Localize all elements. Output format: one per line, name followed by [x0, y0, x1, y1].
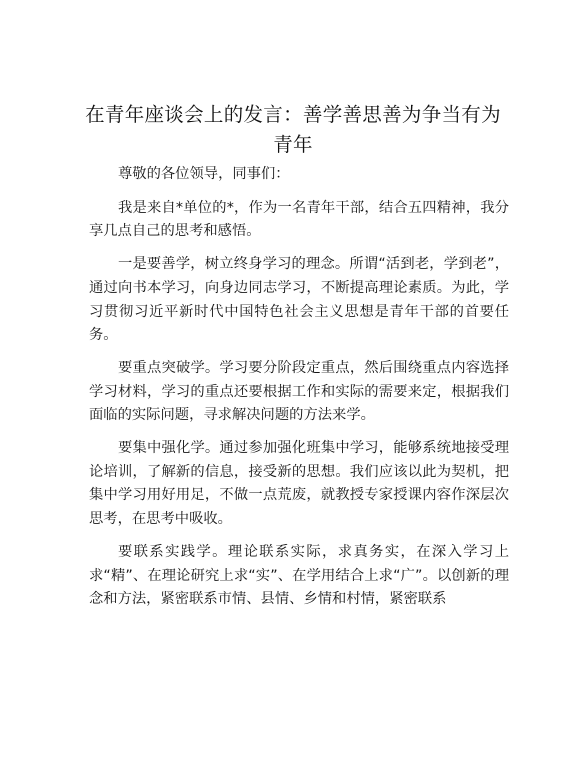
paragraph-focus-learning: 要重点突破学。学习要分阶段定重点，然后围绕重点内容选择学习材料，学习的重点还要根据工作和实际的需要来定，根据我们面临的实际问题，寻求解决问题的方法来学。	[89, 359, 509, 424]
paragraph-greeting: 尊敬的各位领导，同事们：	[118, 166, 290, 182]
paragraph-point-one: 一是要善学，树立终身学习的理念。所谓“活到老，学到老”，通过向书本学习，向身边同志学习，不断提高理论素质。为此，学习贯彻习近平新时代中国特色社会主义思想是青年干部的首要任务。	[89, 256, 509, 344]
paragraph-practice-learning: 要联系实践学。理论联系实际，求真务实，在深入学习上求“精”、在理论研究上求“实”、在学用结合上求“广”。以创新的理念和方法，紧密联系市情、县情、乡情和村情，紧密联系	[89, 543, 509, 608]
document-body	[89, 163, 509, 621]
paragraph-introduction: 我是来自*单位的*，作为一名青年干部，结合五四精神，我分享几点自己的思考和感悟。	[89, 199, 509, 240]
document-title: 在青年座谈会上的发言：善学善思善为争当有为青年	[85, 103, 501, 156]
paragraph-intensive-learning: 要集中强化学。通过参加强化班集中学习，能够系统地接受理论培训，了解新的信息，接受新的思想。我们应该以此为契机，把集中学习用好用足，不做一点荒废，就教授专家授课内容作深层次思考，在思考中吸收。	[89, 440, 509, 528]
